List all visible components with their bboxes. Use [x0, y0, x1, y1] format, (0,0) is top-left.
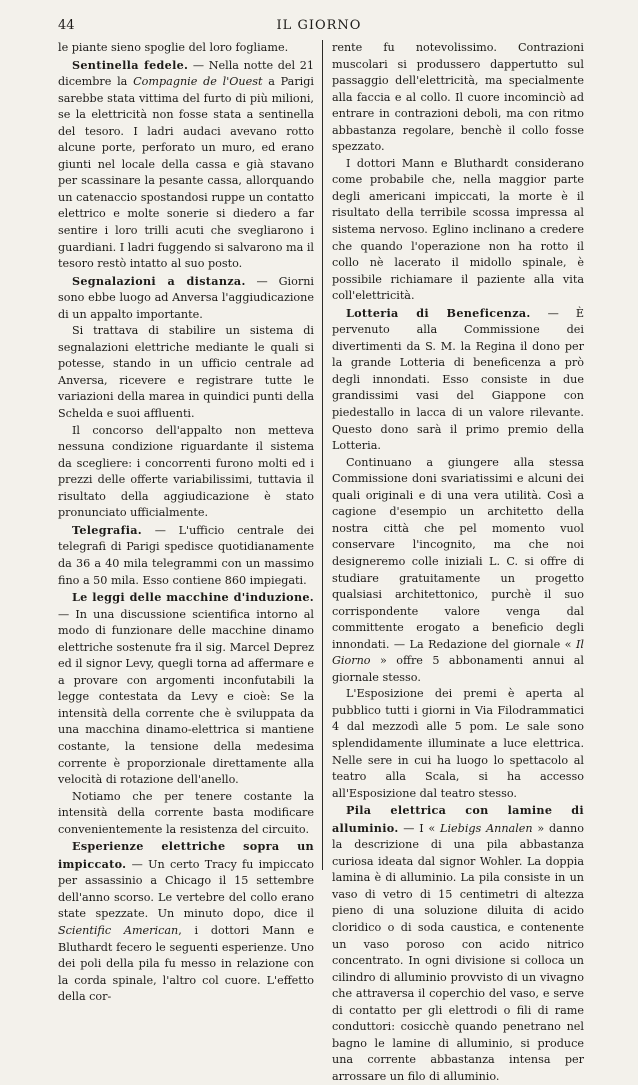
article-lotteria: Lotteria di Beneficenza. — È pervenuto alla Commissione dei divertimenti da S. M. la Regina il dono per la grande Lotteria di beneficenza a prò degli innondati. Esso consiste in due grandissimi vasi del Giappone con piedestallo in lacca di un valore rilevante. Questo dono sarà il primo premio della Lotteria.: [332, 305, 584, 453]
article-heading: Sentinella fedele.: [72, 57, 189, 72]
continuation-paragraph: le piante sieno spoglie del loro fogliame.: [58, 41, 289, 54]
article-paragraph: Il concorso dell'appalto non metteva nessuna condizione riguardante il sistema da scegliere: i concorrenti furono molti ed i prezzi delle offerte variabilissimi, tuttavia il risultato della aggiudicazione è stato pronunciato ufficialmente.: [58, 423, 314, 520]
article-heading: Esperienze elettriche sopra un impiccato.: [58, 839, 314, 871]
page-number: 44: [58, 18, 75, 33]
article-paragraph: L'Esposizione dei premi è aperta al pubblico tutti i giorni in Via Filodrammatici 4 dal mezzodì alle 5 pom. Le sale sono splendidamente illuminate a luce elettrica. Nelle sere in cui ha luogo lo spettacolo al teatro alla Scala, si ha accesso all'Esposizione dal teatro stesso.: [332, 687, 584, 800]
article-heading: Telegrafia.: [72, 522, 142, 537]
article-paragraph: Continuano a giungere alla stessa Commissione doni svariatissimi e alcuni dei quali originali e di una vera utilità. Così a cagione d'esempio un architetto della nostra città che pel momento vuol conservare l'incognito, ma che noi designeremo colle iniziali L. C. si offre di studiare gratuitamente un progetto qualsiasi architettonico, purchè il suo corrispondente valore venga dal committente erogato a beneficio degli innondati. — La Redazione del giornale « Il Giorno » offre 5 abbonamenti annui al giornale stesso.: [332, 455, 584, 684]
column-divider: [322, 40, 323, 870]
right-column: [332, 40, 584, 1085]
article-paragraph: Notiamo che per tenere costante la intensità della corrente basta modificare convenientemente la resistenza del circuito.: [58, 789, 314, 836]
article-telegrafia: Telegrafia. — L'ufficio centrale dei telegrafi di Parigi spedisce quotidianamente da 36 a 40 mila telegrammi con un massimo fino a 50 mila. Esso contiene 860 impiegati.: [58, 522, 314, 587]
left-column: [58, 40, 314, 1006]
running-title: IL GIORNO: [276, 18, 362, 33]
article-heading: Pila elettrica con lamine di alluminio.: [332, 803, 584, 835]
article-sentinella-fedele: Sentinella fedele. — Nella notte del 21 dicembre la Compagnie de l'Ouest a Parigi sarebbe stata vittima del furto di più milioni, se la elettricità non fosse stata a sentinella del tesoro. I ladri audaci avevano rotto alcune porte, perforato un muro, ed erano giunti nel locale della cassa e già stavano per scassinare la pesante cassa, allorquando un catenaccio spostandosi ruppe un contatto elettrico e molte sonerie si diedero a far sentire i loro trilli acuti che svegliarono i guardiani. I ladri fuggendo si salvarono ma il tesoro restò intatto al suo posto.: [58, 57, 314, 271]
article-heading: Segnalazioni a distanza.: [72, 273, 246, 288]
article-heading: Lotteria di Beneficenza.: [346, 305, 531, 320]
page-header: [58, 16, 580, 38]
article-esperienze-elettriche: Esperienze elettriche sopra un impiccato. — Un certo Tracy fu impiccato per assassinio a Chicago il 15 settembre dell'anno scorso. Le vertebre del collo erano state spezzate. Un minuto dopo, dice il Scientific American, i dottori Mann e Bluthardt fecero le seguenti esperienze. Uno dei poli della pila fu messo in relazione con la corda spinale, l'altro col cuore. L'effetto della cor-: [58, 839, 314, 1004]
article-pila-elettrica: Pila elettrica con lamine di alluminio. — I « Liebigs Annalen » danno la descrizione di una pila abbastanza curiosa ideata dal signor Wohler. La doppia lamina è di alluminio. La pila consiste in un vaso di vetro di 15 centimetri di altezza pieno di una soluzione diluita di acido cloridico o di soda caustica, e contenente un vaso poroso con acido nitrico concentrato. In ogni divisione si colloca un cilindro di alluminio provvisto di un vivagno che attraversa il coperchio del vaso, e serve di contatto per gli elettrodi o fili di rame conduttori: cosicchè quando penetrano nel bagno le lamine di alluminio, si produce una corrente abbastanza intensa per arrossare un filo di alluminio.: [332, 803, 584, 1083]
article-leggi-macchine: Le leggi delle macchine d'induzione. — In una discussione scientifica intorno al modo di funzionare delle macchine dinamo elettriche sostenute fra il sig. Marcel Deprez ed il signor Levy, quegli torna ad affermare e a provare con argomenti inconfutabili la legge contestata da Levy e cioè: Se la intensità della corrente che è sviluppata da una macchina dinamo-elettrica si mantiene costante, la tensione della medesima corrente è proporzionale direttamente alla velocità di rotazione dell'anello.: [58, 590, 314, 787]
continuation-paragraph: rente fu notevolissimo. Contrazioni muscolari si produssero dappertutto sul passaggio dell'elettricità, ma specialmente alla faccia e al collo. Il cuore incominciò ad entrare in contrazioni deboli, ma con ritmo abbastanza regolare, benchè il collo fosse spezzato.: [332, 41, 584, 154]
article-heading: Le leggi delle macchine d'induzione.: [72, 590, 314, 605]
article-paragraph: I dottori Mann e Bluthardt considerano come probabile che, nella maggior parte degli americani impiccati, la morte è il risultato della terribile scossa impressa al sistema nervoso. Eglino inclinano a credere che quando l'operazione non ha rotto il collo nè lacerato il midollo spinale, è possibile richiamare il paziente alla vita coll'elettricità.: [332, 156, 584, 303]
article-segnalazioni: Segnalazioni a distanza. — Giorni sono ebbe luogo ad Anversa l'aggiudicazione di un appalto importante.: [58, 273, 314, 321]
article-paragraph: Si trattava di stabilire un sistema di segnalazioni elettriche mediante le quali si potesse, stando in un ufficio centrale ad Anversa, ricevere e registrare tutte le variazioni della marea in quindici punti della Schelda e suoi affluenti.: [58, 324, 314, 421]
